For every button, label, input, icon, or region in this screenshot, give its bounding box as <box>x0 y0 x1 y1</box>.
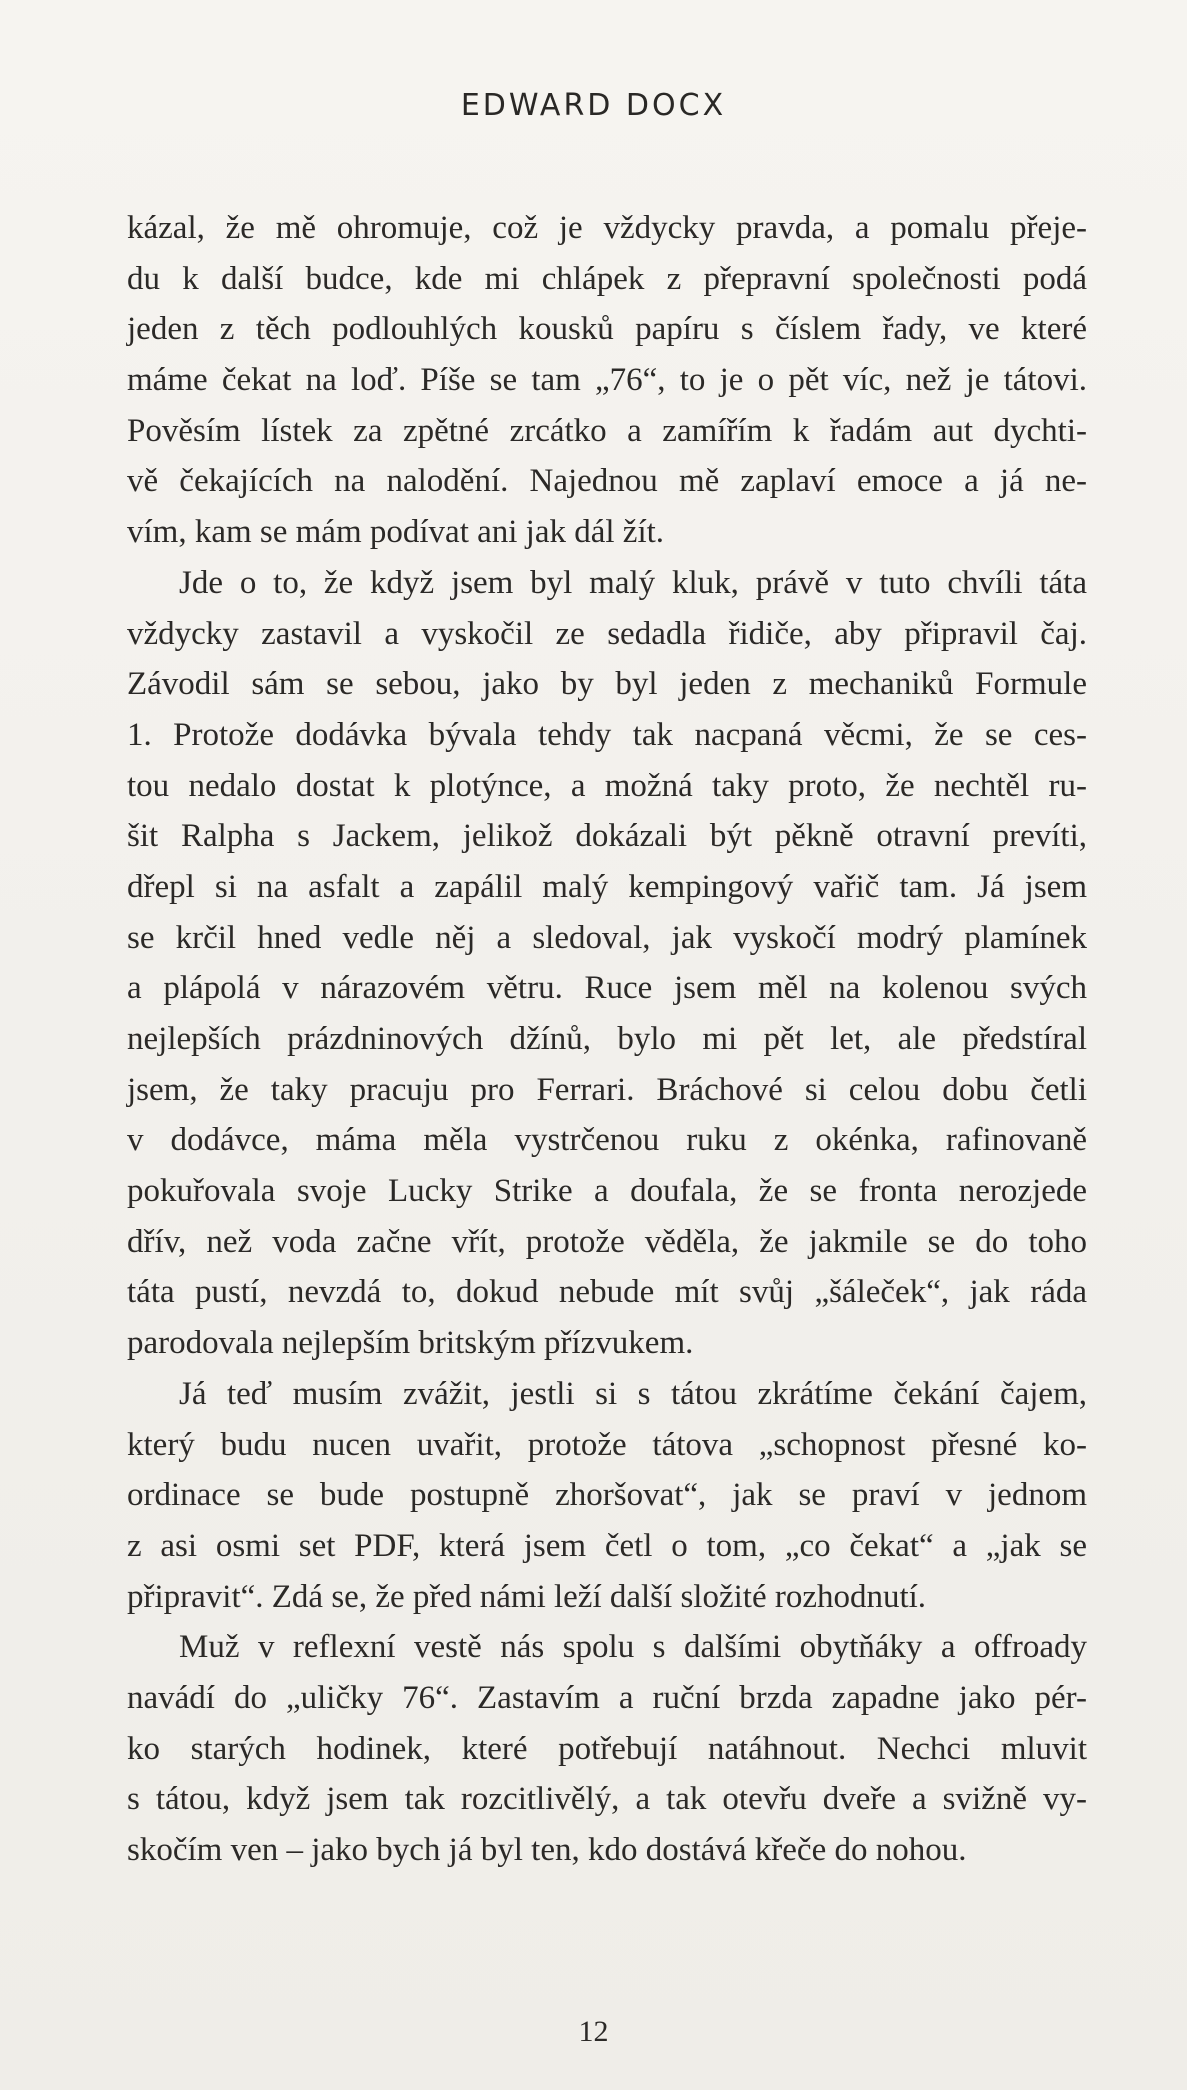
text-line: dřepl si na asfalt a zapálil malý kempingový vařič tam. Já jsem <box>127 868 1087 905</box>
text-line: připravit“. Zdá se, že před námi leží další složité rozhodnutí. <box>127 1578 927 1615</box>
text-line: se krčil hned vedle něj a sledoval, jak vyskočí modrý plamínek <box>127 919 1087 956</box>
text-line: dřív, než voda začne vřít, protože věděla, že jakmile se do toho <box>127 1223 1087 1260</box>
text-line: pokuřovala svoje Lucky Strike a doufala, že se fronta nerozjede <box>127 1173 1087 1210</box>
running-header-author: EDWARD DOCX <box>460 88 727 123</box>
text-line: s tátou, když jsem tak rozcitlivělý, a tak otevřu dveře a svižně vy- <box>127 1781 1087 1818</box>
text-line: ordinace se bude postupně zhoršovat“, jak se praví v jednom <box>127 1477 1087 1514</box>
text-line: vždycky zastavil a vyskočil ze sedadla řidiče, aby připravil čaj. <box>127 615 1087 652</box>
text-line: šit Ralpha s Jackem, jelikož dokázali být pěkně otravní prevíti, <box>127 818 1087 855</box>
text-line: Já teď musím zvážit, jestli si s tátou zkrátíme čekání čajem, <box>179 1375 1087 1412</box>
text-line: Muž v reflexní vestě nás spolu s dalšími obytňáky a offroady <box>179 1629 1087 1666</box>
text-line: tou nedalo dostat k plotýnce, a možná taky proto, že nechtěl ru- <box>127 767 1087 804</box>
text-line: jeden z těch podlouhlých kousků papíru s číslem řady, ve které <box>127 311 1087 348</box>
text-line: Jde o to, že když jsem byl malý kluk, právě v tuto chvíli táta <box>179 564 1087 601</box>
text-line: 1. Protože dodávka bývala tehdy tak nacpaná věcmi, že se ces- <box>127 716 1087 753</box>
page-number: 12 <box>578 2015 609 2048</box>
text-line: vě čekajících na nalodění. Najednou mě zaplaví emoce a já ne- <box>127 463 1087 500</box>
text-line: skočím ven – jako bych já byl ten, kdo dostává křeče do nohou. <box>127 1832 967 1868</box>
paragraph <box>127 558 1087 1369</box>
paragraph <box>127 203 1087 558</box>
text-line: nejlepších prázdninových džínů, bylo mi pět let, ale předstíral <box>127 1021 1087 1057</box>
text-line: z asi osmi set PDF, která jsem četl o tom, „co čekat“ a „jak se <box>127 1527 1087 1564</box>
text-line: du k další budce, kde mi chlápek z přepravní společnosti podá <box>127 260 1087 297</box>
text-line: ko starých hodinek, které potřebují natáhnout. Nechci mluvit <box>127 1730 1087 1767</box>
text-line: táta pustí, nevzdá to, dokud nebude mít svůj „šáleček“, jak ráda <box>127 1274 1087 1311</box>
text-line: a plápolá v nárazovém větru. Ruce jsem měl na kolenou svých <box>127 970 1087 1007</box>
text-line: parodovala nejlepším britským přízvukem. <box>127 1325 694 1362</box>
text-line: který budu nucen uvařit, protože tátova „schopnost přesné ko- <box>127 1426 1087 1463</box>
text-line: Pověsím lístek za zpětné zrcátko a zamířím k řadám aut dychti- <box>127 412 1087 449</box>
text-line: jsem, že taky pracuju pro Ferrari. Bráchové si celou dobu četli <box>127 1071 1087 1108</box>
paragraph <box>127 1369 1087 1622</box>
text-line: máme čekat na loď. Píše se tam „76“, to je o pět víc, než je tátovi. <box>127 362 1087 399</box>
text-line: kázal, že mě ohromuje, což je vždycky pravda, a pomalu přeje- <box>127 210 1087 246</box>
text-line: navádí do „uličky 76“. Zastavím a ruční brzda zapadne jako pér- <box>127 1679 1087 1716</box>
paragraph <box>127 1622 1087 1875</box>
body-text <box>127 203 1087 1876</box>
text-line: vím, kam se mám podívat ani jak dál žít. <box>127 514 665 551</box>
text-line: Závodil sám se sebou, jako by byl jeden z mechaniků Formule <box>127 666 1087 703</box>
text-line: v dodávce, máma měla vystrčenou ruku z okénka, rafinovaně <box>127 1122 1087 1159</box>
